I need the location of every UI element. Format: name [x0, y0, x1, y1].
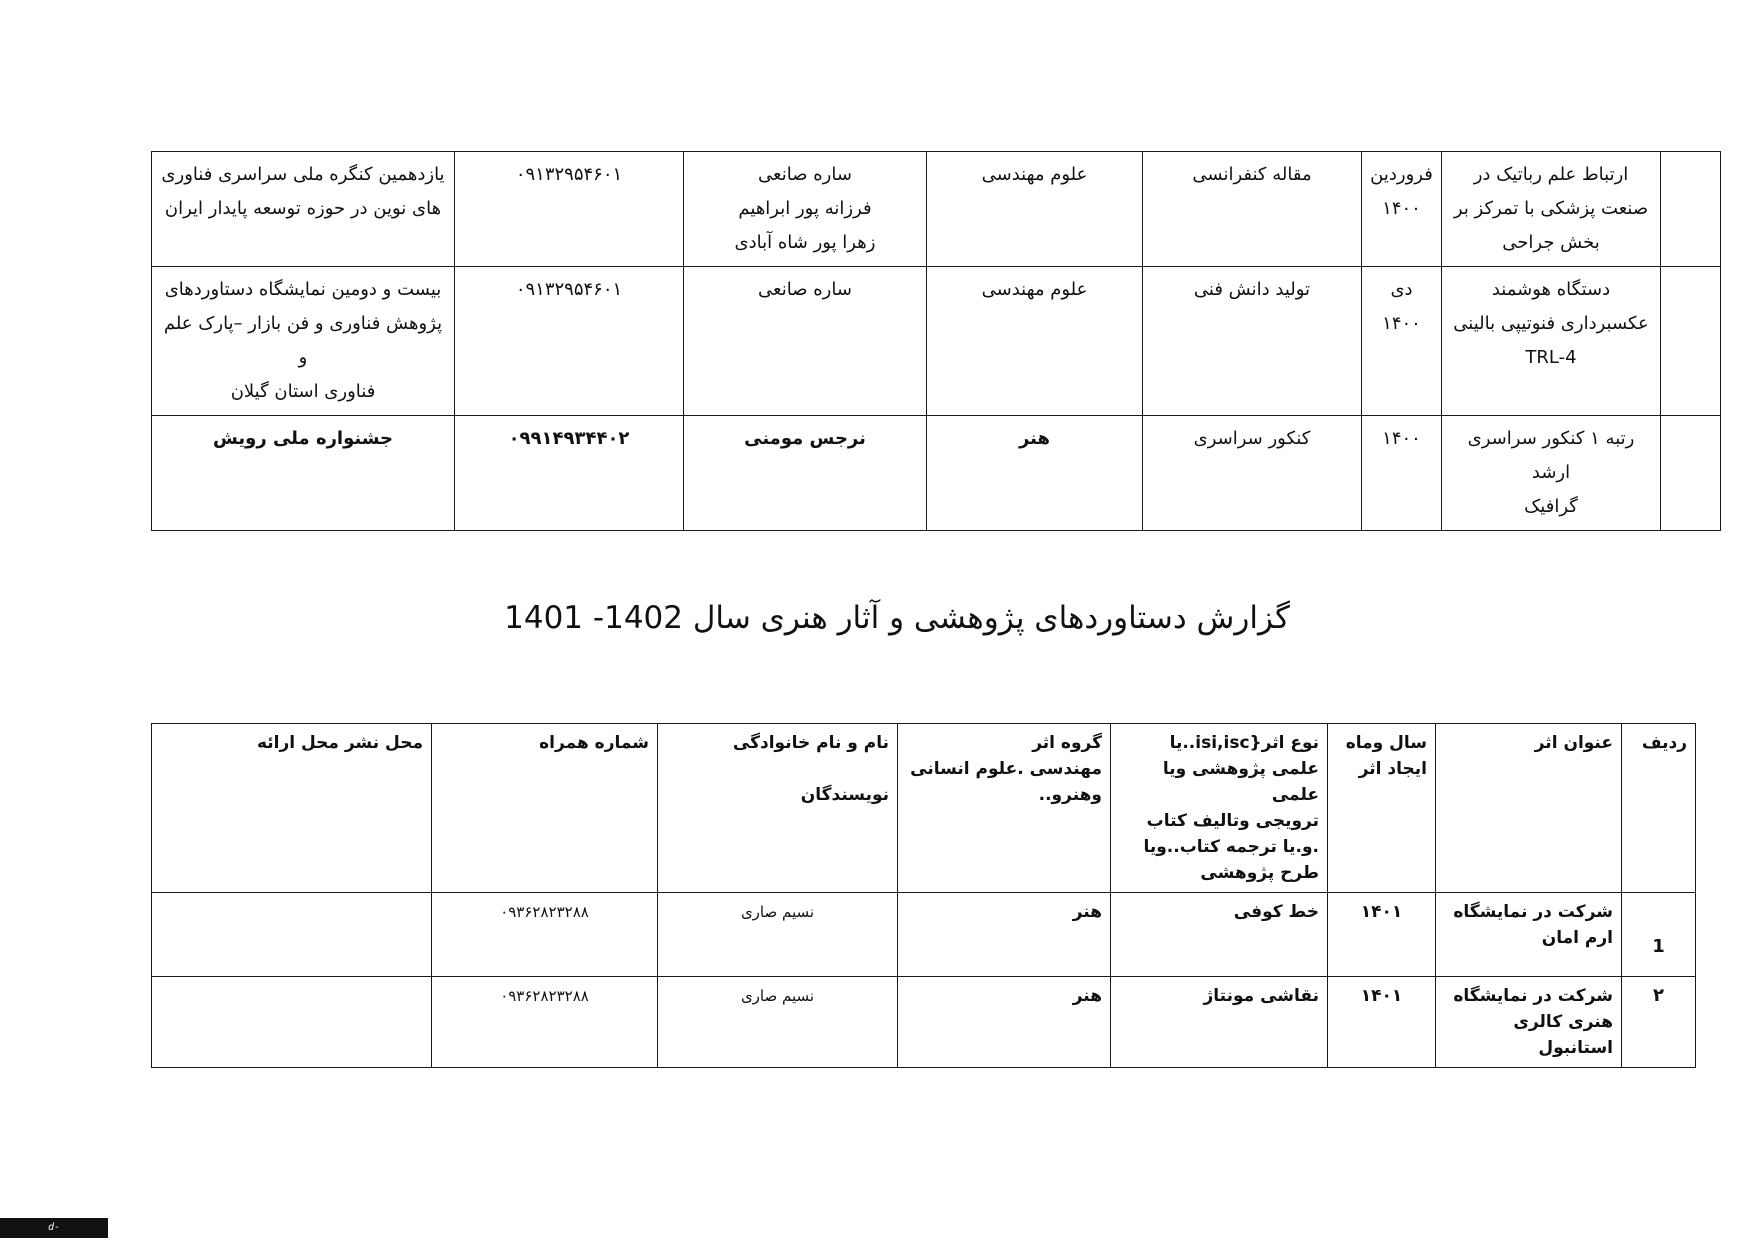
work-group-cell: علوم مهندسی: [927, 152, 1143, 267]
table-header-row: [152, 724, 1696, 893]
table-row: [152, 893, 1696, 977]
work-group-cell: هنر: [927, 416, 1143, 531]
row-number-cell: [1661, 416, 1721, 531]
header-work-group: گروه اثر مهندسی .علوم انسانی وهنرو..: [898, 724, 1111, 893]
achievements-table-previous: [151, 151, 1721, 531]
date-cell: ۱۴۰۰: [1362, 416, 1442, 531]
work-type-cell: کنکور سراسری: [1143, 416, 1362, 531]
header-row-number: ردیف: [1622, 724, 1696, 893]
row-number-cell: 1: [1622, 893, 1696, 977]
table-row: [152, 416, 1721, 531]
phone-cell: ۰۹۱۳۲۹۵۴۶۰۱: [455, 267, 684, 416]
report-heading: گزارش دستاوردهای پژوهشی و آثار هنری سال 1402- 1401: [504, 600, 1290, 636]
row-number-cell: ۲: [1622, 977, 1696, 1068]
venue-cell: جشنواره ملی رویش: [152, 416, 455, 531]
year-cell: ۱۴۰۱: [1328, 977, 1436, 1068]
work-title-cell: ارتباط علم رباتیک در صنعت پزشکی با تمرکز بر بخش جراحی: [1442, 152, 1661, 267]
date-cell: دی ۱۴۰۰: [1362, 267, 1442, 416]
venue-cell: یازدهمین کنگره ملی سراسری فناوری های نوین در حوزه توسعه پایدار ایران: [152, 152, 455, 267]
header-year-month: سال وماه ایجاد اثر: [1328, 724, 1436, 893]
achievements-table-1401-1402: [151, 723, 1696, 1068]
work-title-cell: دستگاه هوشمند عکسبرداری فنوتیپی بالینی TRL-4: [1442, 267, 1661, 416]
row-number-cell: [1661, 152, 1721, 267]
header-authors: نام و نام خانوادگی نویسندگان: [658, 724, 898, 893]
venue-cell: بیست و دومین نمایشگاه دستاوردهای پژوهش فناوری و فن بازار –پارک علم و فناوری استان گیلان: [152, 267, 455, 416]
work-type-cell: مقاله کنفرانسی: [1143, 152, 1362, 267]
work-type-cell: نقاشی مونتاژ: [1111, 977, 1328, 1068]
authors-cell: ساره صانعی فرزانه پور ابراهیم زهرا پور شاه آبادی: [684, 152, 927, 267]
header-phone: شماره همراه: [432, 724, 658, 893]
year-cell: ۱۴۰۱: [1328, 893, 1436, 977]
phone-cell: ۰۹۳۶۲۸۲۳۲۸۸: [432, 893, 658, 977]
phone-cell: ۰۹۱۳۲۹۵۴۶۰۱: [455, 152, 684, 267]
site-watermark: d-kerman.iau.ac.ir: [0, 1218, 108, 1238]
phone-cell: ۰۹۳۶۲۸۲۳۲۸۸: [432, 977, 658, 1068]
table-row: [152, 152, 1721, 267]
work-type-cell: تولید دانش فنی: [1143, 267, 1362, 416]
header-venue: محل نشر محل ارائه: [152, 724, 432, 893]
work-title-cell: شرکت در نمایشگاه ارم امان: [1436, 893, 1622, 977]
header-work-type: نوع اثر{isi,isc..یا علمی پژوهشی ویا علمی ترویجی وتالیف کتاب .و.یا ترجمه کتاب..ویا طرح پژوهشی: [1111, 724, 1328, 893]
table-row: [152, 977, 1696, 1068]
work-type-cell: خط کوفی: [1111, 893, 1328, 977]
date-cell: فروردین ۱۴۰۰: [1362, 152, 1442, 267]
row-number-cell: [1661, 267, 1721, 416]
work-group-cell: هنر: [898, 893, 1111, 977]
authors-cell: نسیم صاری: [658, 893, 898, 977]
venue-cell: [152, 893, 432, 977]
work-title-cell: رتبه ۱ کنکور سراسری ارشد گرافیک: [1442, 416, 1661, 531]
header-work-title: عنوان اثر: [1436, 724, 1622, 893]
authors-cell: ساره صانعی: [684, 267, 927, 416]
work-title-cell: شرکت در نمایشگاه هنری کالری استانبول: [1436, 977, 1622, 1068]
authors-cell: نرجس مومنی: [684, 416, 927, 531]
phone-cell: ۰۹۹۱۴۹۳۴۴۰۲: [455, 416, 684, 531]
work-group-cell: علوم مهندسی: [927, 267, 1143, 416]
work-group-cell: هنر: [898, 977, 1111, 1068]
venue-cell: [152, 977, 432, 1068]
table-row: [152, 267, 1721, 416]
authors-cell: نسیم صاری: [658, 977, 898, 1068]
